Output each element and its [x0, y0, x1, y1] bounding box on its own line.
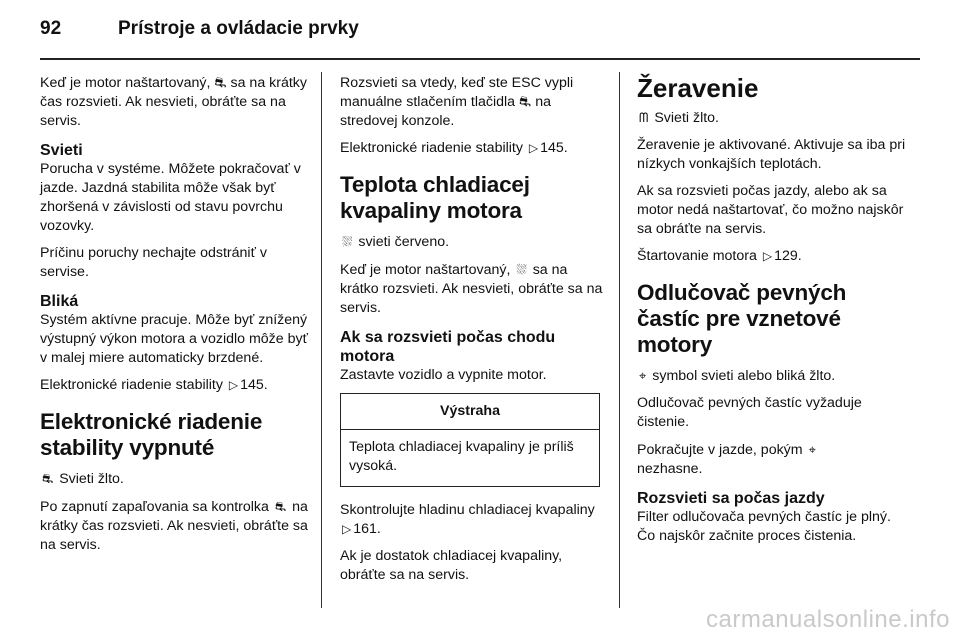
check-coolant-paragraph [340, 501, 605, 539]
glow-paragraph-3: Ak sa rozsvieti počas jazdy, alebo ak sa motor nedá naštartovať, čo možno najskôr sa obráťte na servis. [637, 183, 904, 237]
stability-ref-text: Elektronické riadenie stability [340, 140, 523, 156]
page-number: 92 [40, 18, 62, 39]
glow-plug-icon: ᗰ [639, 110, 649, 125]
coolant-temp-icon: ⛆ [342, 234, 353, 249]
column-1 [40, 74, 310, 563]
heading-dpf: Odlučovač pevných častíc pre vznetové motory [637, 280, 847, 357]
esc-off-text-b: na krátky čas rozsvieti. Ak nesvieti, obráťte sa na servis. [40, 499, 308, 553]
check-coolant-page[interactable]: 161. [353, 521, 381, 537]
glow-text: Svieti žlto. [654, 110, 719, 126]
column-2 [340, 74, 605, 593]
heading-dpf-driving: Rozsvieti sa počas jazdy [637, 490, 825, 507]
stability-ref-text: Elektronické riadenie stability [40, 377, 223, 393]
dpf-icon: ⌖ [639, 368, 647, 383]
warning-text: Teplota chladiacej kvapaliny je príliš vysoká. [349, 439, 574, 474]
heading-glow: Žeravenie [637, 73, 759, 103]
esc-manual-paragraph: Rozsvieti sa vtedy, keď ste ESC vypli manuálne stlačením tlačidla ⛐ na stredovej konzole. [340, 75, 574, 129]
coolant-text: svieti červeno. [358, 234, 450, 250]
warning-title: Výstraha [341, 394, 599, 430]
blika-paragraph: Systém aktívne pracuje. Môže byť znížený výstupný výkon motora a vozidlo môže byť v malej miere automaticky brzdené. [40, 312, 308, 366]
dpf-paragraph-2: Odlučovač pevných častíc vyžaduje čistenie. [637, 395, 862, 430]
glow-paragraph-2: Žeravenie je aktivované. Aktivuje sa iba pri nízkych vonkajších teplotách. [637, 137, 906, 172]
check-coolant-text: Skontrolujte hladinu chladiacej kvapaliny [340, 502, 595, 518]
coolant-paragraph-1 [340, 232, 605, 252]
heading-while-driving: Ak sa rozsvieti počas chodu motora [340, 329, 556, 365]
coolant-temp-icon: ⛆ [516, 262, 527, 277]
heading-svieti: Svieti [40, 142, 83, 159]
heading-coolant-temp: Teplota chladiacej kvapaliny motora [340, 172, 530, 223]
header-rule [40, 58, 920, 60]
coolant-text-a: Keď je motor naštartovaný, [340, 262, 511, 278]
stability-ref-page[interactable]: 145. [540, 140, 568, 156]
coolant-paragraph-2 [340, 260, 605, 318]
page-reference-arrow-icon: ▷ [228, 378, 239, 392]
watermark: carmanualsonline.info [706, 606, 950, 633]
esc-off-paragraph-1 [40, 469, 310, 489]
stability-reference-2 [340, 139, 605, 158]
dpf-text: symbol svieti alebo bliká žlto. [652, 368, 836, 384]
column-divider-1 [321, 72, 322, 608]
heading-esc-off: Elektronické riadenie stability vypnuté [40, 409, 263, 460]
page-reference-arrow-icon: ▷ [342, 522, 352, 536]
dpf-paragraph-3 [637, 440, 907, 479]
start-ref-page[interactable]: 129. [774, 248, 802, 264]
warning-box [340, 393, 600, 487]
enough-coolant-paragraph: Ak je dostatok chladiacej kvapaliny, obráťte sa na servis. [340, 548, 563, 583]
stability-ref-page[interactable]: 145. [240, 377, 268, 393]
esc-off-paragraph-2 [40, 497, 310, 555]
dpf-paragraph-1 [637, 366, 907, 386]
stability-reference [40, 376, 310, 395]
esc-off-icon: ⛐ [274, 499, 287, 514]
glow-paragraph-1 [637, 108, 907, 128]
page-title: Prístroje a ovládacie prvky [118, 18, 359, 39]
svieti-paragraph-2: Príčinu poruchy nechajte odstrániť v servise. [40, 245, 267, 280]
heading-blika: Bliká [40, 293, 79, 310]
start-ref-text: Štartovanie motora [637, 248, 757, 264]
esc-off-icon: ⛐ [42, 471, 54, 486]
dpf-icon: ⌖ [808, 442, 816, 457]
start-reference [637, 247, 907, 266]
driving-paragraph: Zastavte vozidlo a vypnite motor. [340, 367, 547, 383]
dpf-driving-paragraph: Filter odlučovača pevných častíc je plný. Čo najskôr začnite proces čistenia. [637, 509, 891, 544]
svieti-paragraph-1: Porucha v systéme. Môžete pokračovať v jazde. Jazdná stabilita môže však byť zhoršená v závislosti od stavu povrchu vozovky. [40, 161, 301, 234]
column-divider-2 [619, 72, 620, 608]
esc-off-text-a: Po zapnutí zapaľovania sa kontrolka [40, 499, 269, 515]
page-reference-arrow-icon: ▷ [528, 141, 539, 155]
page-reference-arrow-icon: ▷ [762, 249, 773, 263]
intro-paragraph: Keď je motor naštartovaný, ⛐ sa na krátky čas rozsvieti. Ak nesvieti, obráťte sa na servis. [40, 75, 307, 129]
column-3 [637, 74, 907, 554]
dpf-text-b: nezhasne. [637, 461, 703, 477]
esc-off-text: Svieti žlto. [59, 471, 124, 487]
coolant-text-b: sa na krátko rozsvieti. Ak nesvieti, obráťte sa na servis. [340, 262, 603, 316]
dpf-text-a: Pokračujte v jazde, pokým [637, 442, 803, 458]
